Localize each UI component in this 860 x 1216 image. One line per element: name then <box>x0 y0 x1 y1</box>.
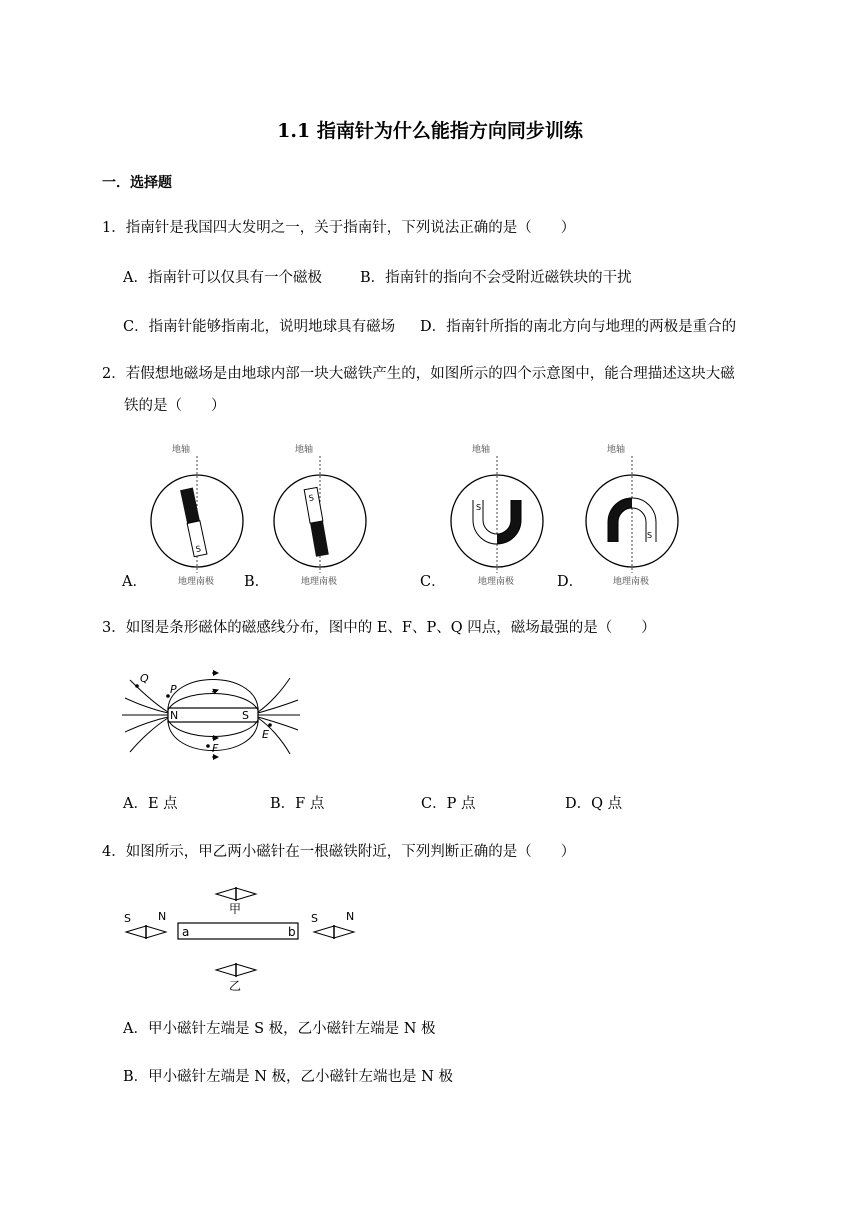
label-b: b <box>288 925 296 939</box>
q2-stem-line2: 铁的是（ ） <box>124 398 226 414</box>
q2-figure-b <box>263 438 378 588</box>
svg-text:S: S <box>476 503 482 512</box>
axis-label: 地轴 <box>295 445 314 455</box>
label-jia: 甲 <box>229 902 242 916</box>
q3-option-c: C．P 点 <box>421 796 476 812</box>
label-left-s: S <box>124 912 131 925</box>
q3-option-b: B．F 点 <box>270 796 325 812</box>
svg-text:S: S <box>647 531 653 540</box>
label-p: P <box>170 683 177 696</box>
label-right-s: S <box>311 912 318 925</box>
q2-figure-c <box>440 438 555 588</box>
axis-label: 地轴 <box>472 445 491 455</box>
q1-option-c: C．指南针能够指南北，说明地球具有磁场 <box>123 319 396 335</box>
label-e: E <box>262 728 269 741</box>
q2-figure-a <box>140 438 255 588</box>
label-yi: 乙 <box>229 979 242 993</box>
q2-stem-line1: 2．若假想地磁场是由地球内部一块大磁铁产生的，如图所示的四个示意图中，能合理描述这块大磁 <box>102 366 735 382</box>
q3-stem: 3．如图是条形磁体的磁感线分布，图中的 E、F、P、Q 四点，磁场最强的是（ ） <box>102 620 656 636</box>
pole-label: 地理南极 <box>301 577 338 587</box>
svg-text:S: S <box>194 544 202 555</box>
q2-option-b: B． <box>244 574 270 590</box>
label-s: S <box>242 709 249 722</box>
pole-label: 地理南极 <box>613 577 650 587</box>
label-n: N <box>170 709 179 722</box>
svg-text:S: S <box>308 493 315 503</box>
label-right-n: N <box>346 910 355 923</box>
q4-option-a: A．甲小磁针左端是 S 极，乙小磁针左端是 N 极 <box>123 1021 436 1037</box>
pole-label: 地理南极 <box>478 577 515 587</box>
axis-label: 地轴 <box>172 445 191 455</box>
q4-compass-figure <box>118 882 363 994</box>
q3-magnet-field-figure <box>120 660 305 765</box>
q1-option-a: A．指南针可以仅具有一个磁极 <box>123 270 322 286</box>
section-heading: 一．选择题 <box>102 175 172 191</box>
page-title: 1.1 指南针为什么能指方向同步训练 <box>277 120 583 142</box>
q3-option-a: A．E 点 <box>123 796 178 812</box>
q3-option-d: D．Q 点 <box>565 796 623 812</box>
q2-figure-d <box>575 438 690 588</box>
axis-label: 地轴 <box>607 445 626 455</box>
label-a: a <box>182 925 190 939</box>
q1-stem: 1．指南针是我国四大发明之一，关于指南针，下列说法正确的是（ ） <box>102 220 576 236</box>
q4-option-b: B．甲小磁针左端是 N 极，乙小磁针左端也是 N 极 <box>123 1069 453 1085</box>
q1-option-b: B．指南针的指向不会受附近磁铁块的干扰 <box>360 270 632 286</box>
q2-option-d: D． <box>557 574 584 590</box>
pole-label: 地理南极 <box>178 577 215 587</box>
label-q: Q <box>140 672 149 685</box>
q1-option-d: D．指南针所指的南北方向与地理的两极是重合的 <box>420 319 737 335</box>
q2-option-a: A． <box>122 574 147 590</box>
q4-stem: 4．如图所示，甲乙两小磁针在一根磁铁附近，下列判断正确的是（ ） <box>102 844 576 860</box>
label-left-n: N <box>158 910 167 923</box>
label-f: F <box>212 742 219 755</box>
q2-option-c: C． <box>420 574 446 590</box>
